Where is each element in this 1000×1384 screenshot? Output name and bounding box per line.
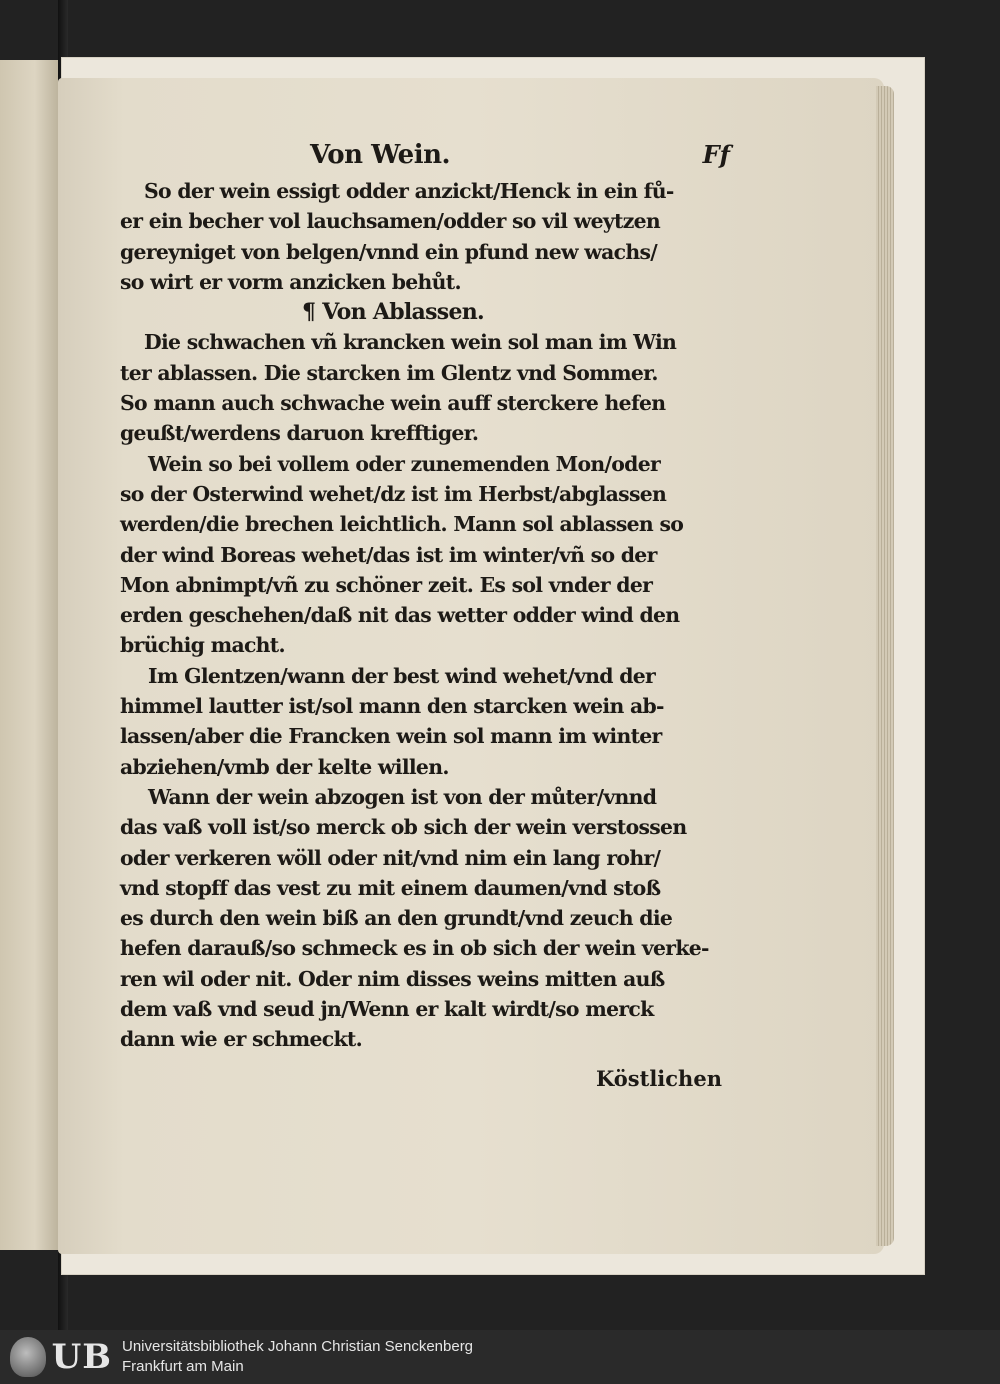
page-text-block (120, 140, 730, 1091)
section-heading: ¶ Von Ablassen. (302, 299, 485, 326)
text-line: vnd stopff das vest zu mit einem daumen/vnd stoß (120, 875, 661, 900)
library-logo[interactable] (10, 1336, 112, 1378)
folio-mark: Ff (702, 140, 730, 169)
text-line: Mon abnimpt/vñ zu schöner zeit. Es sol vnder der (120, 572, 653, 597)
senckenberg-portrait-icon (10, 1337, 46, 1377)
text-line: Wann der wein abzogen ist von der můter/vnnd (148, 784, 657, 809)
text-line: geußt/werdens daruon krefftiger. (120, 421, 479, 446)
text-line: brüchig macht. (120, 633, 285, 658)
text-line: Die schwachen vñ krancken wein sol man im Win (144, 330, 677, 355)
text-line: Im Glentzen/wann der best wind wehet/vnd der (148, 663, 656, 688)
catchword: Köstlichen (596, 1066, 722, 1091)
text-line: Wein so bei vollem oder zunemenden Mon/oder (148, 451, 661, 476)
library-footer (0, 1330, 1000, 1384)
text-line: so wirt er vorm anzicken behůt. (120, 269, 461, 294)
text-line: dann wie er schmeckt. (120, 1027, 363, 1052)
text-line: lassen/aber die Francken wein sol mann im winter (120, 724, 662, 749)
text-line: dem vaß vnd seud jn/Wenn er kalt wirdt/so merck (120, 997, 654, 1022)
text-line: oder verkeren wöll oder nit/vnd nim ein lang rohr/ (120, 845, 661, 870)
text-line: himmel lautter ist/sol mann den starcken wein ab- (120, 694, 664, 719)
institution-name (122, 1337, 473, 1377)
text-line: der wind Boreas wehet/das ist im winter/vñ so der (120, 542, 657, 567)
text-line: so der Osterwind wehet/dz ist im Herbst/abglassen (120, 481, 667, 506)
page-header (120, 140, 730, 176)
logo-text: UB (51, 1337, 112, 1377)
text-line: es durch den wein biß an den grundt/vnd zeuch die (120, 906, 673, 931)
text-line: erden geschehen/daß nit das wetter odder wind den (120, 603, 680, 628)
institution-line-2: Frankfurt am Main (122, 1358, 244, 1375)
facing-page-bleed-through (4, 280, 54, 1200)
text-line: gereyniget von belgen/vnnd ein pfund new wachs/ (120, 239, 657, 264)
page-stack-edge (876, 86, 894, 1246)
text-line: So mann auch schwache wein auff sterckere hefen (120, 391, 666, 416)
text-line: So der wein essigt odder anzickt/Henck in ein fů- (144, 179, 674, 203)
text-line: abziehen/vmb der kelte willen. (120, 754, 449, 779)
text-line: das vaß voll ist/so merck ob sich der wein verstossen (120, 815, 687, 840)
text-line: werden/die brechen leichtlich. Mann sol ablassen so (120, 512, 684, 537)
text-line: er ein becher vol lauchsamen/odder so vil weytzen (120, 209, 660, 234)
text-line: ter ablassen. Die starcken im Glentz vnd Sommer. (120, 360, 658, 385)
facing-page-edge (0, 60, 61, 1250)
running-title: Von Wein. (310, 140, 451, 170)
text-line: hefen darauß/so schmeck es in ob sich der wein verke- (120, 936, 709, 961)
institution-line-1: Universitätsbibliothek Johann Christian Senckenberg (122, 1338, 474, 1355)
text-line: ren wil oder nit. Oder nim disses weins mitten auß (120, 966, 665, 991)
